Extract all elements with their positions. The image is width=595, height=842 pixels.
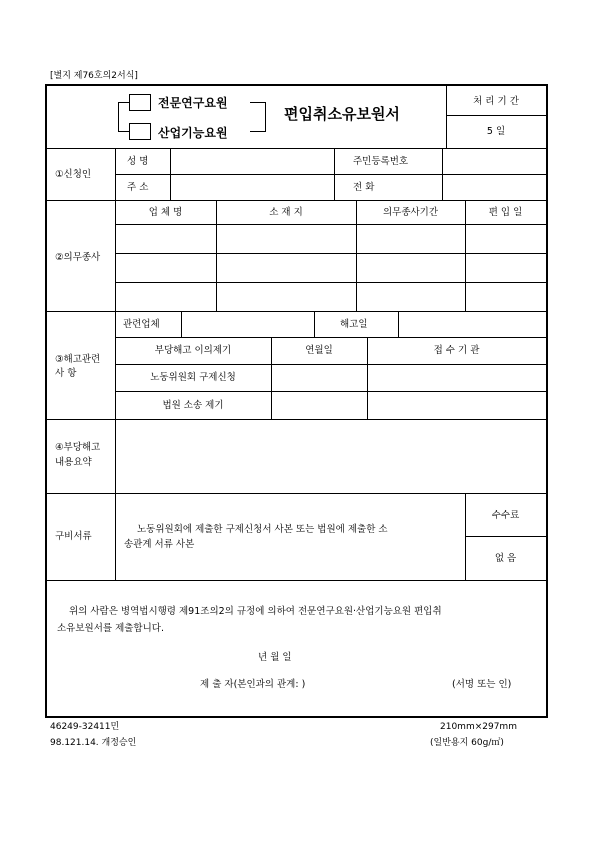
divider <box>115 224 546 225</box>
bracket-line <box>250 131 265 132</box>
form-title: 편입취소유보원서 <box>284 105 400 123</box>
service-col-location: 소 재 지 <box>269 207 303 218</box>
related-company-label: 관련업체 <box>123 319 160 330</box>
divider <box>47 200 546 201</box>
row-objection: 부당해고 이의제기 <box>154 345 232 356</box>
checkbox-industrial[interactable] <box>129 123 151 140</box>
divider <box>115 253 546 254</box>
fee-label: 수수료 <box>491 510 520 521</box>
bracket-line <box>118 131 129 132</box>
signature-label: (서명 또는 인) <box>452 679 512 690</box>
divider <box>181 311 182 337</box>
declaration-line-1: 위의 사람은 병역법시행령 제91조의2의 규정에 의하여 전문연구요원·산업기능요원 편입취 <box>69 606 442 617</box>
service-col-enlist-date: 편 입 일 <box>488 207 523 218</box>
resident-number-label: 주민등록번호 <box>353 156 409 167</box>
bracket-line <box>118 102 129 103</box>
bracket-line <box>265 102 266 132</box>
applicant-label: ①신청인 <box>55 169 92 180</box>
divider <box>115 391 546 392</box>
summary-label-1: ④부당해고 <box>55 442 101 453</box>
checkbox-research[interactable] <box>129 94 151 111</box>
row-labor-commission: 노동위원회 구제신청 <box>150 372 236 383</box>
footer-code: 46249-32411민 <box>50 722 120 732</box>
documents-label: 구비서류 <box>55 531 92 542</box>
dismissal-label-1: ③해고관련 <box>55 354 101 365</box>
divider <box>115 337 546 338</box>
footer-paper: (일반용지 60g/㎡) <box>430 738 504 748</box>
bracket-line <box>250 102 265 103</box>
divider <box>47 311 546 312</box>
divider <box>47 493 546 494</box>
dismissal-label-2: 사 항 <box>55 368 77 379</box>
processing-value: 5 일 <box>486 126 506 137</box>
summary-label-2: 내용요약 <box>55 457 92 468</box>
service-label: ②의무종사 <box>55 252 101 263</box>
declaration-line-2: 소유보원서를 제출합니다. <box>57 623 164 634</box>
service-col-period: 의무종사기간 <box>382 207 439 218</box>
divider <box>47 148 546 149</box>
divider <box>314 311 315 337</box>
footer-size: 210mm×297mm <box>440 722 517 732</box>
documents-text-1: 노동위원회에 제출한 구제신청서 사본 또는 법원에 제출한 소 <box>137 524 388 535</box>
divider <box>115 174 546 175</box>
documents-text-2: 송관계 서류 사본 <box>124 539 195 550</box>
divider <box>47 580 546 581</box>
service-col-company: 업 체 명 <box>148 207 183 218</box>
address-label: 주 소 <box>127 182 149 193</box>
col-receiving-agency: 접 수 기 관 <box>433 345 480 356</box>
submitter-line: 제 출 자(본인과의 관계: ) <box>200 679 306 690</box>
divider <box>446 115 546 116</box>
divider <box>47 419 546 420</box>
dismissal-date-label: 해고일 <box>340 319 368 330</box>
bracket-line <box>118 102 119 132</box>
row-court-filing: 법원 소송 제기 <box>162 400 224 411</box>
divider <box>115 282 546 283</box>
footer-approval: 98.121.14. 개정승인 <box>50 738 137 748</box>
divider <box>115 364 546 365</box>
col-date: 연월일 <box>305 345 333 356</box>
form-number: [별지 제76호의2서식] <box>50 71 138 81</box>
name-label: 성 명 <box>127 156 149 167</box>
checkbox-industrial-label: 산업기능요원 <box>158 126 228 140</box>
processing-label: 처 리 기 간 <box>473 96 519 107</box>
declaration-date: 년 월 일 <box>258 652 292 663</box>
divider <box>465 536 546 537</box>
fee-value: 없 음 <box>494 553 517 564</box>
checkbox-research-label: 전문연구요원 <box>158 96 228 110</box>
phone-label: 전 화 <box>353 182 375 193</box>
divider <box>446 86 447 148</box>
divider <box>398 311 399 337</box>
